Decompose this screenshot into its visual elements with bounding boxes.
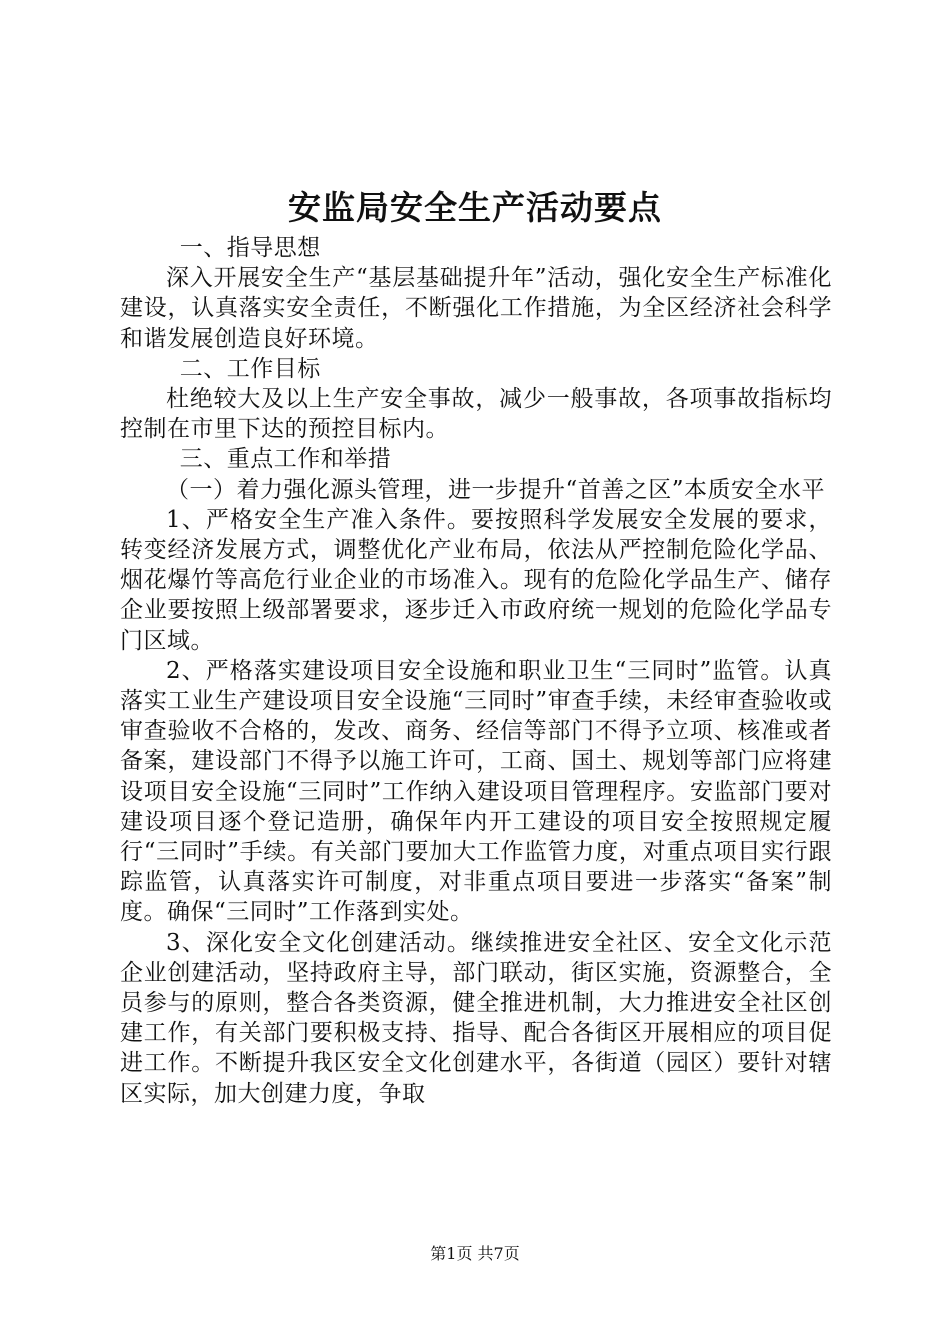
document-title: 安监局安全生产活动要点: [288, 188, 662, 227]
document-body: [120, 233, 832, 1109]
section-heading-work-goals: 二、工作目标: [179, 355, 321, 382]
paragraph: 2、严格落实建设项目安全设施和职业卫生“三同时”监管。认真落实工业生产建设项目安全设施“三同时”审查手续，未经审查验收或审查验收不合格的，发改、商务、经信等部门不得予立项、核准或者备案，建设部门不得予以施工许可，工商、国土、规划等部门应将建设项目安全设施“三同时”工作纳入建设项目管理程序。安监部门要对建设项目逐个登记造册，确保年内开工建设的项目安全按照规定履行“三同时”手续。有关部门要加大工作监管力度，对重点项目实行跟踪监管，认真落实许可制度，对非重点项目要进一步落实“备案”制度。确保“三同时”工作落到实处。: [120, 657, 832, 926]
paragraph: 杜绝较大及以上生产安全事故，减少一般事故，各项事故指标均控制在市里下达的预控目标内。: [120, 386, 832, 443]
paragraph: 1、严格安全生产准入条件。要按照科学发展安全发展的要求，转变经济发展方式，调整优化产业布局，依法从严控制危险化学品、烟花爆竹等高危行业企业的市场准入。现有的危险化学品生产、储存企业要按照上级部署要求，逐步迁入市政府统一规划的危险化学品专门区域。: [120, 506, 832, 654]
section-heading-key-measures: 三、重点工作和举措: [179, 446, 392, 473]
paragraph: 3、深化安全文化创建活动。继续推进安全社区、安全文化示范企业创建活动，坚持政府主导，部门联动，街区实施，资源整合，全员参与的原则，整合各类资源，健全推进机制，大力推进安全社区创建工作，有关部门要积极支持、指导、配合各街区开展相应的项目促进工作。不断提升我区安全文化创建水平，各街道（园区）要针对辖区实际，加大创建力度，争取: [120, 929, 832, 1107]
page-number-footer: 第1页 共7页: [430, 1244, 520, 1263]
section-heading-guiding-ideology: 一、指导思想: [179, 235, 321, 261]
paragraph: 深入开展安全生产“基层基础提升年”活动，强化安全生产标准化建设，认真落实安全责任，不断强化工作措施，为全区经济社会科学和谐发展创造良好环境。: [120, 265, 832, 352]
subsection-heading: （一）着力强化源头管理，进一步提升“首善之区”本质安全水平: [166, 476, 826, 503]
